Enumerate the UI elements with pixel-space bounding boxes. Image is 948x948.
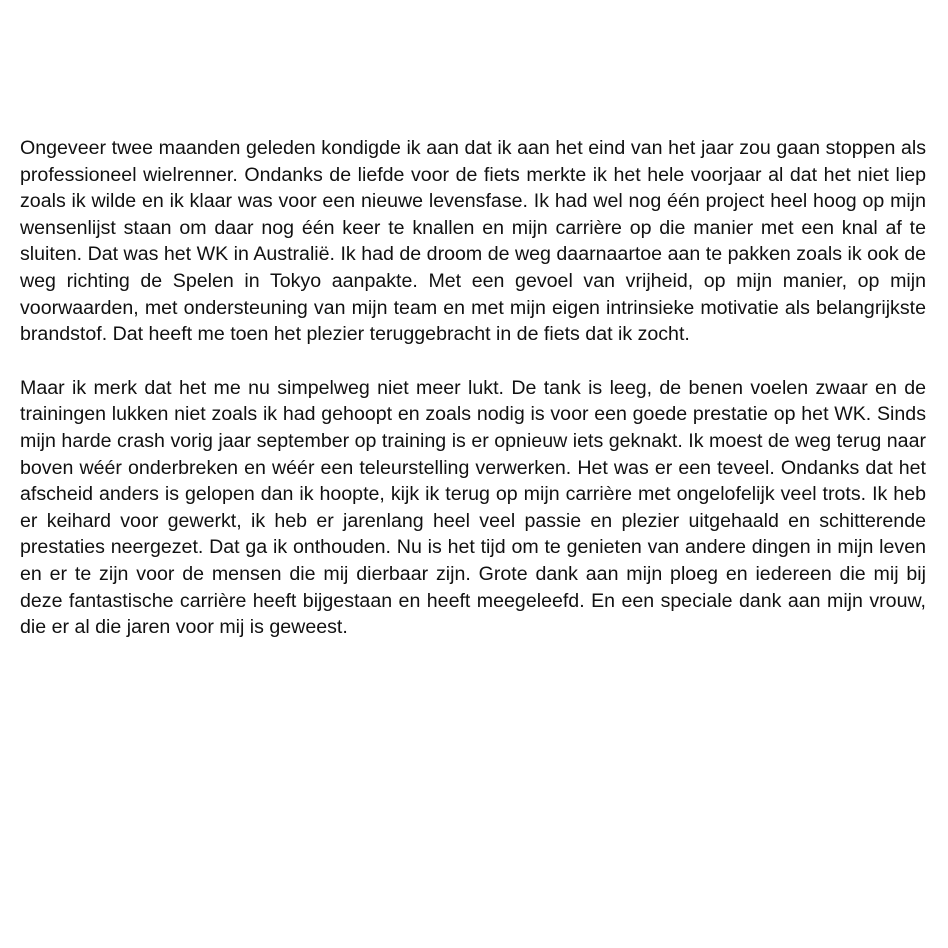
document-body <box>20 135 926 668</box>
paragraph: Ongeveer twee maanden geleden kondigde ik aan dat ik aan het eind van het jaar zou gaan stoppen als professioneel wielrenner. Ondanks de liefde voor de fiets merkte ik het hele voorjaar al dat het niet liep zoals ik wilde en ik klaar was voor een nieuwe levensfase. Ik had wel nog één project heel hoog op mijn wensenlijst staan om daar nog één keer te knallen en mijn carrière op die manier met een knal af te sluiten. Dat was het WK in Australië. Ik had de droom de weg daarnaartoe aan te pakken zoals ik ook de weg richting de Spelen in Tokyo aanpakte. Met een gevoel van vrijheid, op mijn manier, op mijn voorwaarden, met ondersteuning van mijn team en met mijn eigen intrinsieke motivatie als belangrijkste brandstof. Dat heeft me toen het plezier teruggebracht in de fiets dat ik zocht. <box>20 137 926 346</box>
paragraph: Maar ik merk dat het me nu simpelweg niet meer lukt. De tank is leeg, de benen voelen zwaar en de trainingen lukken niet zoals ik had gehoopt en zoals nodig is voor een goede prestatie op het WK. Sinds mijn harde crash vorig jaar september op training is er opnieuw iets geknakt. Ik moest de weg terug naar boven wéér onderbreken en wéér een teleurstelling verwerken. Het was er een teveel. Ondanks dat het afscheid anders is gelopen dan ik hoopte, kijk ik terug op mijn carrière met ongelofelijk veel trots. Ik heb er keihard voor gewerkt, ik heb er jarenlang heel veel passie en plezier uitgehaald en schitterende prestaties neergezet. Dat ga ik onthouden. Nu is het tijd om te genieten van andere dingen in mijn leven en er te zijn voor de mensen die mij dierbaar zijn. Grote dank aan mijn ploeg en iedereen die mij bij deze fantastische carrière heeft bijgestaan en heeft meegeleefd. En een speciale dank aan mijn vrouw, die er al die jaren voor mij is geweest. <box>20 376 926 639</box>
